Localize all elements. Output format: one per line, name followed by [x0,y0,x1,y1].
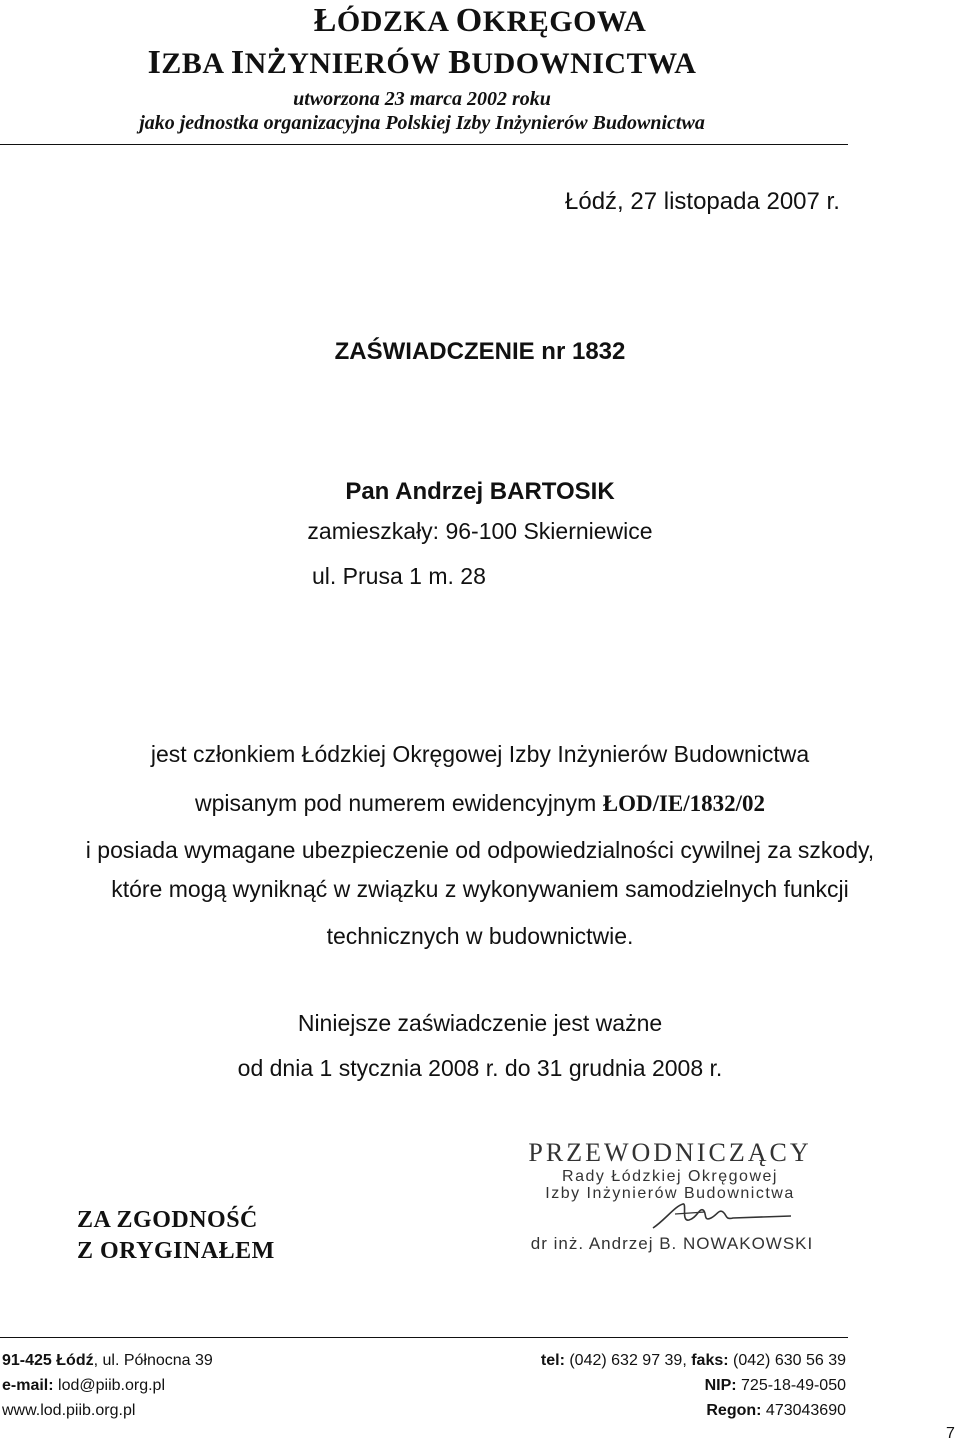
holder-address-city: zamieszkały: 96-100 Skierniewice [307,518,653,544]
body-functions-line: technicznych w budownictwie. [326,923,634,949]
institution-name-line2: IZBA INŻYNIERÓW BUDOWNICTWA [147,44,697,81]
holder-name: Pan Andrzej BARTOSIK [345,478,615,505]
chairman-stamp [455,1138,885,1202]
validity-period: od dnia 1 stycznia 2008 r. do 31 grudnia 2008 r. [237,1055,723,1081]
stamp-line2: Izby Inżynierów Budownictwa [545,1185,795,1202]
stamp-heading: PRZEWODNICZĄCY [528,1138,812,1167]
footer-phone-fax: tel: (042) 632 97 39, faks: (042) 630 56 39 [540,1352,846,1369]
body-membership-line: jest członkiem Łódzkiej Okręgowej Izby Inżynierów Budownictwa [150,741,810,767]
stamp-signer: dr inż. Andrzej B. NOWAKOWSKI [530,1234,814,1253]
header-subtitle-founded: utworzona 23 marca 2002 roku [293,88,551,110]
header-subtitle-unit: jako jednostka organizacyjna Polskiej Izby Inżynierów Budownictwa [139,112,705,134]
body-liability-line: które mogą wyniknąć w związku z wykonywaniem samodzielnych funkcji [111,876,849,902]
conformity-stamp-line1: ZA ZGODNOŚĆ [77,1207,258,1233]
body-insurance-line: i posiada wymagane ubezpieczenie od odpowiedzialności cywilnej za szkody, [85,837,875,863]
registration-number: ŁOD/IE/1832/02 [602,791,766,816]
footer-website: www.lod.piib.org.pl [2,1402,136,1419]
document-date: Łódź, 27 listopada 2007 r. [565,188,840,215]
body-registration-line: wpisanym pod numerem ewidencyjnym ŁOD/IE/1832/02 [194,790,766,816]
header-divider [0,144,848,145]
footer-divider [0,1337,848,1338]
footer-regon: Regon: 473043690 [706,1402,846,1419]
footer-email: e-mail: lod@piib.org.pl [2,1377,165,1394]
signature-icon [645,1200,795,1234]
stamp-line1: Rady Łódzkiej Okręgowej [562,1168,778,1185]
footer-nip: NIP: 725-18-49-050 [704,1377,846,1394]
page-number: 7 [946,1425,955,1442]
validity-statement: Niniejsze zaświadczenie jest ważne [297,1010,663,1036]
institution-name-line1: ŁÓDZKA OKRĘGOWA [313,2,647,39]
footer-address: 91-425 Łódź, ul. Północna 39 [2,1352,213,1369]
certificate-title: ZAŚWIADCZENIE nr 1832 [334,338,626,365]
holder-address-street: ul. Prusa 1 m. 28 [312,563,486,589]
conformity-stamp-line2: Z ORYGINAŁEM [77,1238,275,1264]
